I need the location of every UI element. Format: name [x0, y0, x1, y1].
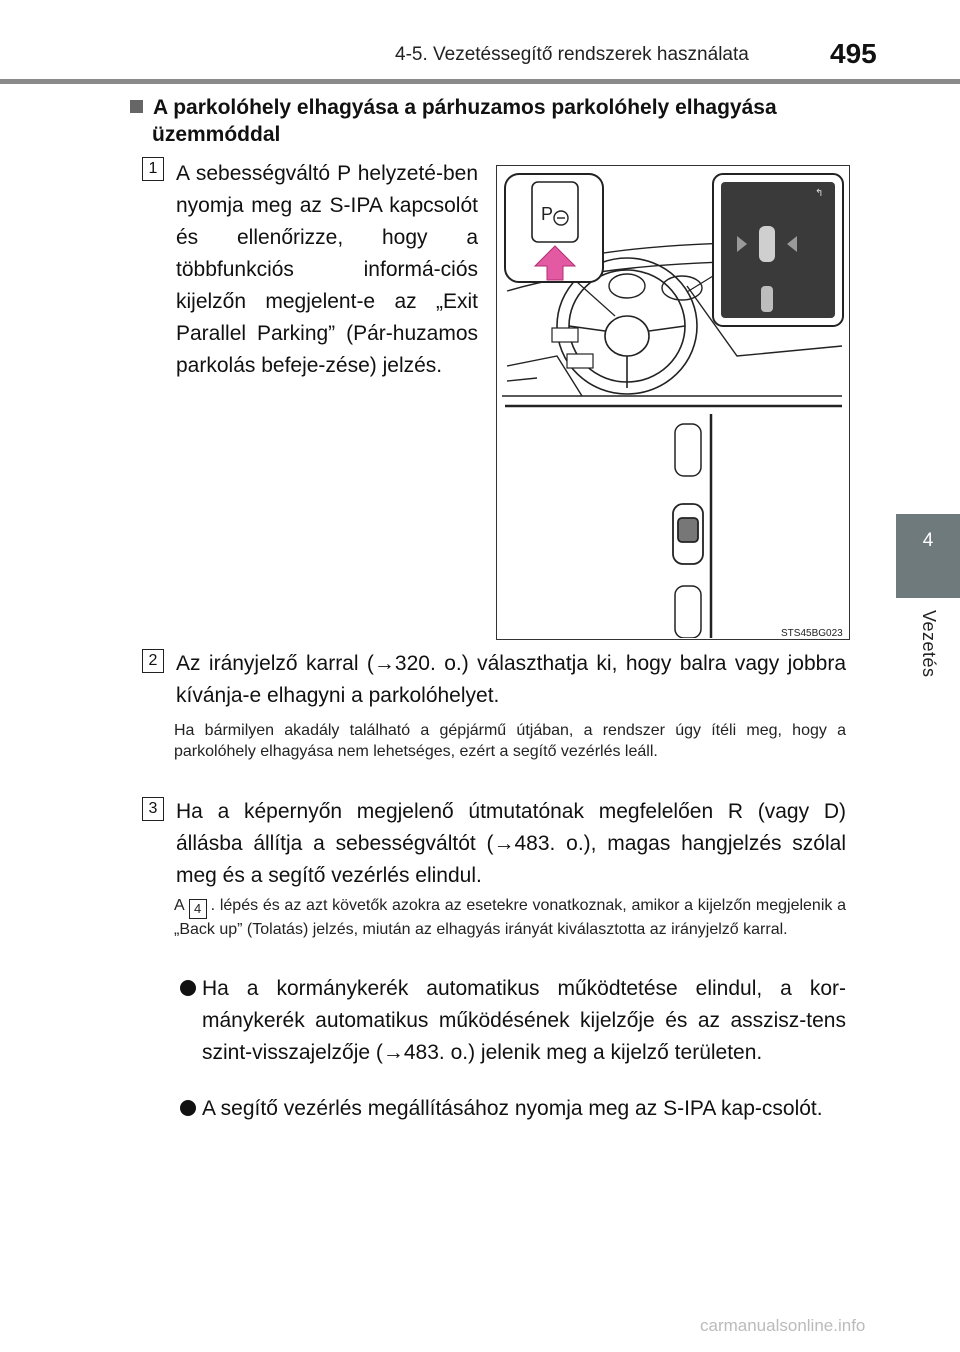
step-3-text: Ha a képernyőn megjelenő útmutatónak megfelelően R (vagy D) állásba állítja a sebességváltót (→483. o.), magas hangjelzés szólal meg és a segítő vezérlés elindul. — [176, 800, 846, 887]
heading-square-icon — [130, 100, 143, 113]
illustration-code: STS45BG023 — [781, 628, 843, 638]
watermark: carmanualsonline.info — [700, 1316, 866, 1335]
bullet-item-2 — [182, 1093, 846, 1125]
switch-label: P — [541, 204, 554, 224]
page-number: 495 — [830, 38, 877, 69]
step-2-note: Ha bármilyen akadály található a gépjármű útjában, a rendszer úgy ítéli meg, hogy a parkolóhely elhagyása nem lehetséges, ezért a segítő vezérlés leáll. — [174, 722, 846, 760]
bullet-item-1 — [182, 973, 846, 1069]
svg-text:↰: ↰ — [815, 188, 824, 199]
chapter-number: 4 — [922, 530, 934, 551]
note-suffix: . lépés és az azt követők azokra az esetekre vonatkoznak, amikor a kijelzőn megjelenik a „Back up” (Tolatás) jelzés, miután az elhagyás irányát kiválasztotta az irányjelző karral. — [174, 897, 846, 938]
illustration — [496, 165, 850, 640]
note-prefix: A — [174, 897, 185, 914]
header-rule — [0, 79, 960, 84]
heading-line1: A parkolóhely elhagyása a párhuzamos parkolóhely elhagyása — [153, 96, 777, 119]
step-number-3: 3 — [142, 797, 164, 821]
step-number-2: 2 — [142, 649, 164, 673]
chapter-tab — [896, 514, 960, 598]
chapter-label-box — [896, 600, 960, 700]
bullet-dot-icon — [180, 980, 196, 996]
bullet-text-2: A segítő vezérlés megállításához nyomja meg az S-IPA kap-csolót. — [202, 1097, 823, 1120]
step-2-text: Az irányjelző karral (→320. o.) választhatja ki, hogy balra vagy jobbra kívánja-e elhagyni a parkolóhelyet. — [176, 652, 846, 707]
section-title: 4-5. Vezetéssegítő rendszerek használata — [395, 44, 749, 65]
section-heading — [130, 92, 850, 123]
bullet-text-1: Ha a kormánykerék automatikus működtetése elindul, a kor-mánykerék automatikus működésének kijelzője és az asszisz-tens szint-visszajelzője (→483. o.) jelenik meg a kijelző területen. — [202, 977, 846, 1064]
display-panel-icon — [713, 174, 843, 326]
illustration-svg — [497, 166, 848, 638]
bullet-dot-icon — [180, 1100, 196, 1116]
step-3-note — [174, 895, 846, 940]
inline-step-4: 4 — [189, 899, 207, 919]
heading-line2: üzemmóddal — [152, 123, 281, 146]
step-1-text: A sebességváltó P helyzeté-ben nyomja meg az S-IPA kapcsolót és ellenőrizze, hogy a többfunkciós informá-ciós kijelzőn megjelent-e az „Exit Parallel Parking” (Pár-huzamos parkolás befeje-zése) jelzés. — [176, 162, 478, 377]
chapter-label: Vezetés — [919, 610, 939, 678]
step-number-1: 1 — [142, 157, 164, 181]
